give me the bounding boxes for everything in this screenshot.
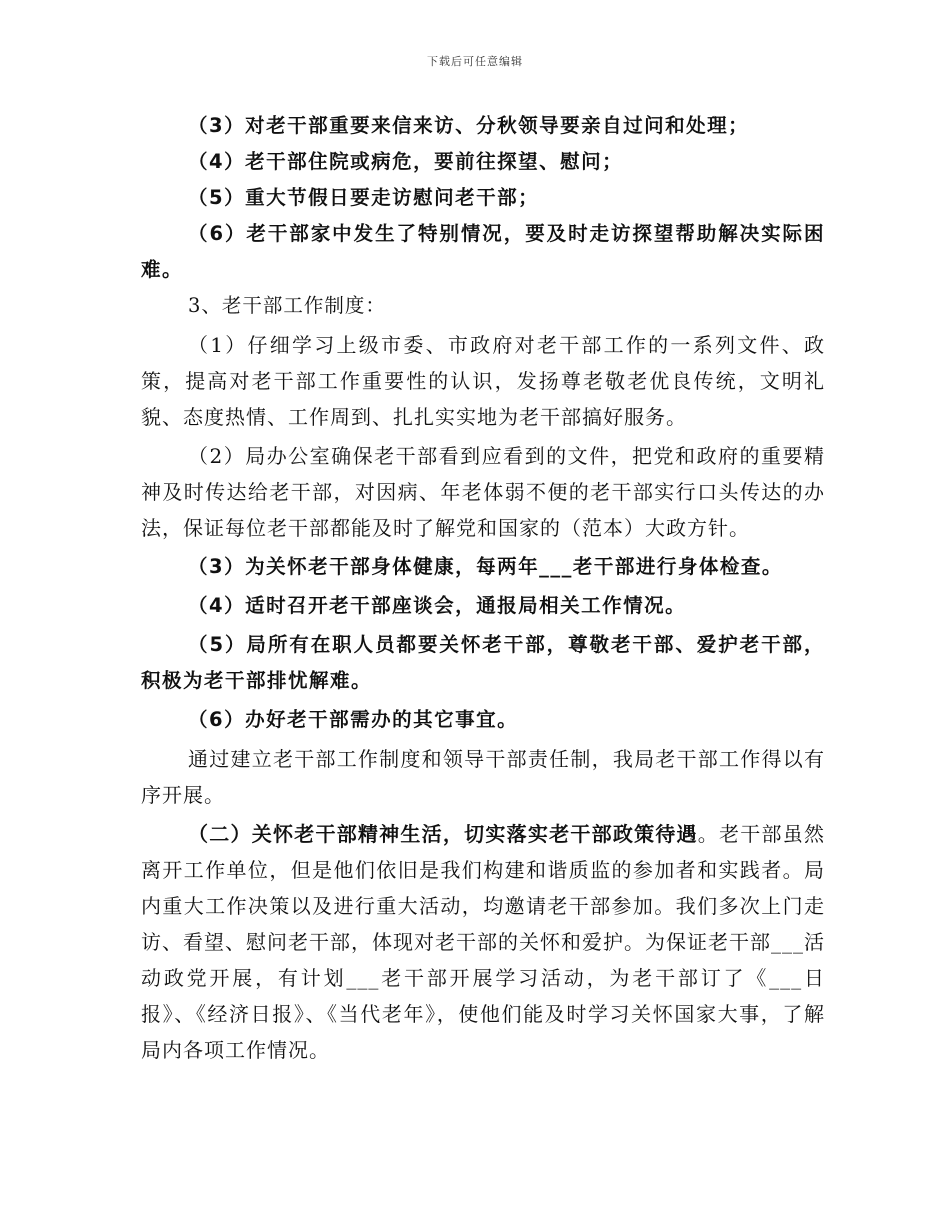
section-3-paragraph-2: （2）局办公室确保老干部看到应看到的文件，把党和政府的重要精神及时传达给老干部，对因病、年老体弱不便的老干部实行口头传达的办法，保证每位老干部都能及时了解党和国家的（范本）大政方针。 [141, 444, 825, 540]
section-3-item-3: （3）为关怀老干部身体健康，每两年___老干部进行身体检查。 [188, 555, 783, 578]
page-header: 下载后可任意编辑 [427, 55, 523, 68]
item-5-holidays: （5）重大节假日要走访慰问老干部； [188, 186, 540, 209]
section-3-item-6: （6）办好老干部需办的其它事宜。 [188, 708, 519, 731]
section-two-paragraph [141, 816, 825, 1068]
section-two-body: 。老干部虽然离开工作单位，但是他们依旧是我们构建和谐质监的参加者和实践者。局内重大工作决策以及进行重大活动，均邀请老干部参加。我们多次上门走访、看望、慰问老干部，体现对老干部的关怀和爱护。为保证老干部___活动政党开展，有计划___老干部开展学习活动，为老干部订了《___日报》、《经济日报》、《当代老年》，使他们能及时学习关怀国家大事，了解局内各项工作情况。 [141, 822, 826, 1062]
section-two-heading: （二）关怀老干部精神生活，切实落实老干部政策待遇 [188, 822, 698, 846]
document-body [141, 108, 825, 1068]
item-3-letters: （3）对老干部重要来信来访、分秋领导要亲自过问和处理； [188, 114, 750, 137]
section-3-item-4: （4）适时召开老干部座谈会，通报局相关工作情况。 [188, 594, 687, 617]
section-3-item-5: （5）局所有在职人员都要关怀老干部，尊敬老干部、爱护老干部，积极为老干部排忧解难。 [141, 633, 825, 692]
section-3-heading: 3、老干部工作制度： [188, 294, 386, 317]
item-4-hospital: （4）老干部住院或病危，要前往探望、慰问； [188, 150, 624, 173]
summary-paragraph: 通过建立老干部工作制度和领导干部责任制，我局老干部工作得以有序开展。 [141, 747, 825, 807]
section-3-paragraph-1: （1）仔细学习上级市委、市政府对老干部工作的一系列文件、政策，提高对老干部工作重要性的认识，发扬尊老敬老优良传统，文明礼貌、态度热情、工作周到、扎扎实实地为老干部搞好服务。 [141, 333, 825, 429]
item-6-family: （6）老干部家中发生了特别情况，要及时走访探望帮助解决实际困难。 [141, 222, 825, 281]
